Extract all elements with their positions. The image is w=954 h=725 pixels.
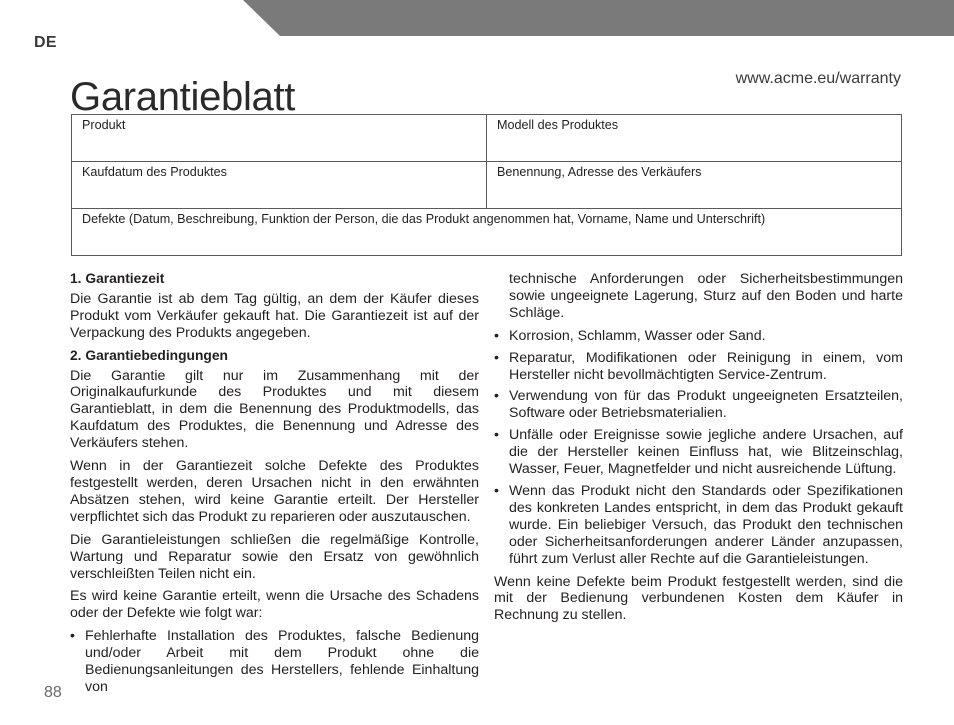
paragraph: Die Garantie gilt nur im Zusammenhang mit der Originalkaufurkunde des Produktes und mit diesem Garantieblatt, in dem die Benennung des Produktmodells, das Kaufdatum des Produktes, die Benennung und Adresse des Verkäufers stehen. bbox=[70, 367, 479, 452]
bullet-icon: • bbox=[494, 427, 499, 444]
form-row bbox=[72, 115, 902, 162]
list-item-text: Unfälle oder Ereignisse sowie jegliche andere Ursachen, auf die der Hersteller keinen Einfluss hat, wie Blitzeinschlag, Wasser, Feuer, Magnetfelder und nicht ausreichende Lüftung. bbox=[509, 427, 903, 478]
list-item-text: Fehlerhafte Installation des Produktes, falsche Bedienung und/oder Arbeit mit dem Produkt ohne die Bedienungsanleitungen des Herstellers, fehlende Einhaltung von bbox=[85, 628, 479, 695]
list-item bbox=[494, 388, 903, 422]
right-column bbox=[494, 271, 903, 630]
section-heading-warranty-period: 1. Garantiezeit bbox=[70, 271, 165, 286]
bullet-icon: • bbox=[494, 482, 499, 499]
paragraph: Die Garantieleistungen schließen die regelmäßige Kontrolle, Wartung und Reparatur sowie den Ersatz von gewöhnlich verschleißten Teilen nicht ein. bbox=[70, 531, 479, 582]
list-item bbox=[494, 427, 903, 478]
exclusion-list bbox=[494, 328, 903, 568]
list-item-text: Wenn das Produkt nicht den Standards oder Spezifikationen des konkreten Landes entspricht, in dem das Produkt gekauft wurde. Ein beliebiger Versuch, das Produkt den technischen oder Sicherheitsanforderungen anderer Länder anzupassen, führt zum Verlust aller Rechte auf die Garantieleistungen. bbox=[509, 482, 903, 567]
form-row bbox=[72, 162, 902, 209]
language-tag: DE bbox=[34, 34, 57, 51]
list-item-text: Reparatur, Modifikationen oder Reinigung in einem, vom Hersteller nicht bevollmächtigten Service-Zentrum. bbox=[509, 349, 903, 383]
list-item bbox=[494, 328, 903, 345]
warranty-form-table bbox=[71, 114, 902, 256]
bullet-icon: • bbox=[494, 327, 499, 344]
paragraph: Wenn in der Garantiezeit solche Defekte des Produktes festgestellt werden, deren Ursachen nicht in den erwähnten Absätzen stehen, wird keine Garantie erteilt. Der Hersteller verpflichtet sich das Produkt zu reparieren oder auszutauschen. bbox=[70, 458, 479, 525]
paragraph: Die Garantie ist ab dem Tag gültig, an dem der Käufer dieses Produkt vom Verkäufer gekauft hat. Die Garantiezeit ist auf der Verpackung des Produkts angegeben. bbox=[70, 290, 479, 341]
list-item-text: Korrosion, Schlamm, Wasser oder Sand. bbox=[509, 327, 766, 344]
warranty-url: www.acme.eu/warranty bbox=[735, 70, 901, 87]
paragraph-closing: Wenn keine Defekte beim Produkt festgestellt werden, sind die mit der Bedienung verbundenen Kosten dem Käufer in Rechnung zu stellen. bbox=[494, 573, 903, 624]
header-band bbox=[0, 0, 954, 36]
exclusion-list bbox=[70, 628, 479, 696]
list-item bbox=[70, 628, 479, 696]
page-number: 88 bbox=[44, 684, 62, 701]
field-purchase-date: Kaufdatum des Produktes bbox=[72, 162, 487, 209]
bullet-icon: • bbox=[494, 388, 499, 405]
list-item-continuation: technische Anforderungen oder Sicherheitsbestimmungen sowie ungeeignete Lagerung, Sturz auf den Boden und harte Schläge. bbox=[509, 271, 903, 321]
field-product: Produkt bbox=[72, 115, 487, 162]
list-item-text: Verwendung von für das Produkt ungeeigneten Ersatzteilen, Software oder Betriebsmaterialien. bbox=[509, 388, 903, 422]
bullet-icon: • bbox=[70, 628, 75, 645]
left-column bbox=[70, 271, 479, 702]
page-title: Garantieblatt bbox=[70, 74, 296, 119]
field-product-model: Modell des Produktes bbox=[487, 115, 902, 162]
section-heading-warranty-conditions: 2. Garantiebedingungen bbox=[70, 347, 228, 363]
form-row bbox=[72, 209, 902, 256]
bullet-icon: • bbox=[494, 349, 499, 366]
field-seller-address: Benennung, Adresse des Verkäufers bbox=[487, 162, 902, 209]
list-item bbox=[494, 350, 903, 384]
list-item bbox=[494, 483, 903, 568]
paragraph: Es wird keine Garantie erteilt, wenn die Ursache des Schadens oder der Defekte wie folgt war: bbox=[70, 588, 479, 622]
field-defects: Defekte (Datum, Beschreibung, Funktion der Person, die das Produkt angenommen hat, Vorname, Name und Unterschrift) bbox=[72, 209, 902, 256]
